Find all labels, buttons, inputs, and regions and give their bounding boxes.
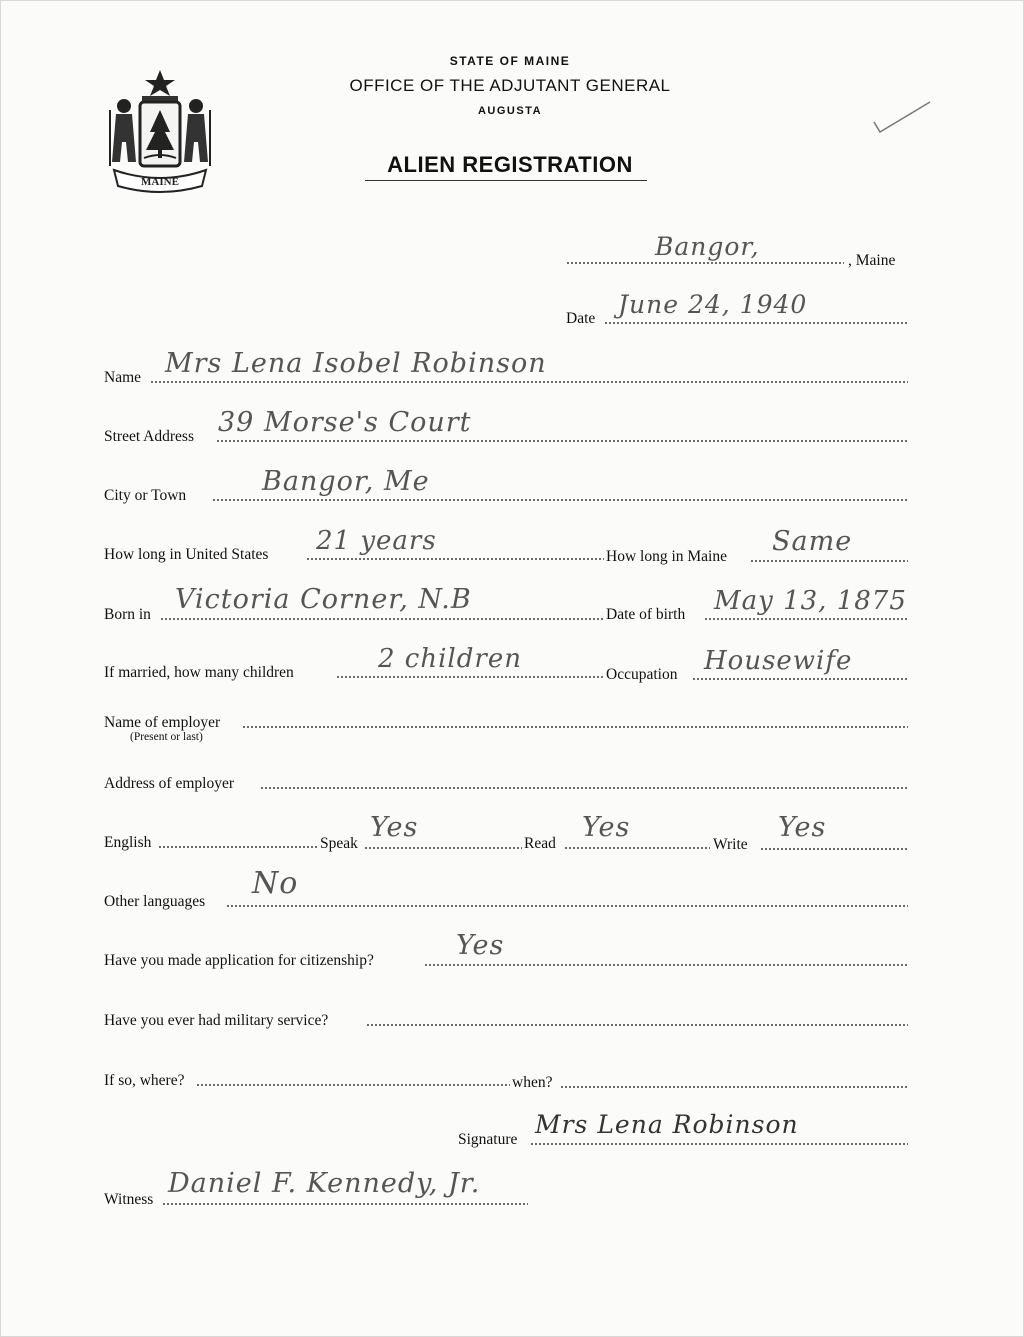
place-value: Bangor, [655, 232, 760, 261]
citizenship-value: Yes [456, 930, 505, 961]
employer-label: Name of employer [104, 714, 221, 731]
occupation-line [692, 678, 908, 680]
speak-label: Speak [320, 835, 358, 852]
witness-line [162, 1203, 528, 1205]
signature-line [530, 1143, 908, 1145]
dob-line [704, 618, 908, 620]
name-label: Name [104, 369, 142, 386]
date-label: Date [566, 310, 596, 327]
date-line [604, 322, 908, 324]
witness-value: Daniel F. Kennedy, Jr. [168, 1168, 481, 1199]
birthplace-value: Victoria Corner, N.B [175, 584, 472, 615]
birthplace-label: Born in [104, 606, 151, 623]
witness-label: Witness [104, 1191, 154, 1208]
employer-address-line [260, 787, 908, 789]
occupation-value: Housewife [704, 646, 853, 676]
dob-value: May 13, 1875 [714, 586, 907, 616]
header-state: STATE OF MAINE [449, 54, 571, 68]
military-label: Have you ever had military service? [104, 1012, 329, 1029]
svg-text:MAINE: MAINE [141, 176, 179, 188]
military-line [366, 1024, 908, 1026]
maine-duration-value: Same [772, 526, 853, 557]
other-languages-line [226, 905, 908, 907]
street-line [216, 440, 908, 442]
form-title: ALIEN REGISTRATION [387, 152, 633, 177]
other-languages-value: No [252, 866, 299, 901]
occupation-label: Occupation [606, 666, 678, 683]
english-line [158, 846, 318, 848]
birthplace-line [160, 618, 604, 620]
date-value: June 24, 1940 [618, 290, 808, 319]
when-label: when? [512, 1074, 553, 1091]
maine-duration-line [750, 560, 908, 562]
where-line [196, 1084, 510, 1086]
other-languages-label: Other languages [104, 893, 206, 910]
place-line [566, 262, 844, 264]
read-line [564, 847, 710, 849]
header-office: OFFICE OF THE ADJUTANT GENERAL [349, 76, 671, 95]
citizenship-line [424, 964, 908, 966]
where-label: If so, where? [104, 1072, 185, 1089]
employer-address-label: Address of employer [104, 775, 234, 792]
read-value: Yes [582, 812, 631, 843]
read-label: Read [524, 835, 556, 852]
children-value: 2 children [378, 644, 522, 674]
write-value: Yes [778, 812, 827, 843]
children-label: If married, how many children [104, 664, 294, 681]
citizenship-label: Have you made application for citizenship? [104, 952, 374, 969]
city-label: City or Town [104, 487, 187, 504]
city-line [212, 499, 908, 501]
check-mark-icon [868, 98, 934, 136]
name-value: Mrs Lena Isobel Robinson [165, 348, 547, 379]
write-line [760, 848, 908, 850]
header-city: AUGUSTA [477, 105, 543, 117]
maine-duration-label: How long in Maine [606, 548, 727, 565]
street-label: Street Address [104, 428, 194, 445]
place-suffix: , Maine [848, 252, 896, 269]
when-line [560, 1086, 908, 1088]
signature-value: Mrs Lena Robinson [535, 1110, 799, 1139]
dob-label: Date of birth [606, 606, 686, 623]
street-value: 39 Morse's Court [218, 407, 472, 438]
employer-sublabel: (Present or last) [130, 731, 203, 743]
write-label: Write [713, 836, 748, 853]
name-line [150, 381, 908, 383]
maine-state-seal-icon [104, 66, 216, 194]
title-underline [365, 180, 647, 181]
english-label: English [104, 834, 152, 851]
employer-line [242, 726, 908, 728]
children-line [336, 676, 604, 678]
us-duration-line [306, 558, 604, 560]
speak-value: Yes [370, 812, 419, 843]
signature-label: Signature [458, 1131, 518, 1148]
us-duration-value: 21 years [316, 526, 437, 556]
city-value: Bangor, Me [262, 466, 430, 497]
speak-line [364, 847, 522, 849]
us-duration-label: How long in United States [104, 546, 269, 563]
